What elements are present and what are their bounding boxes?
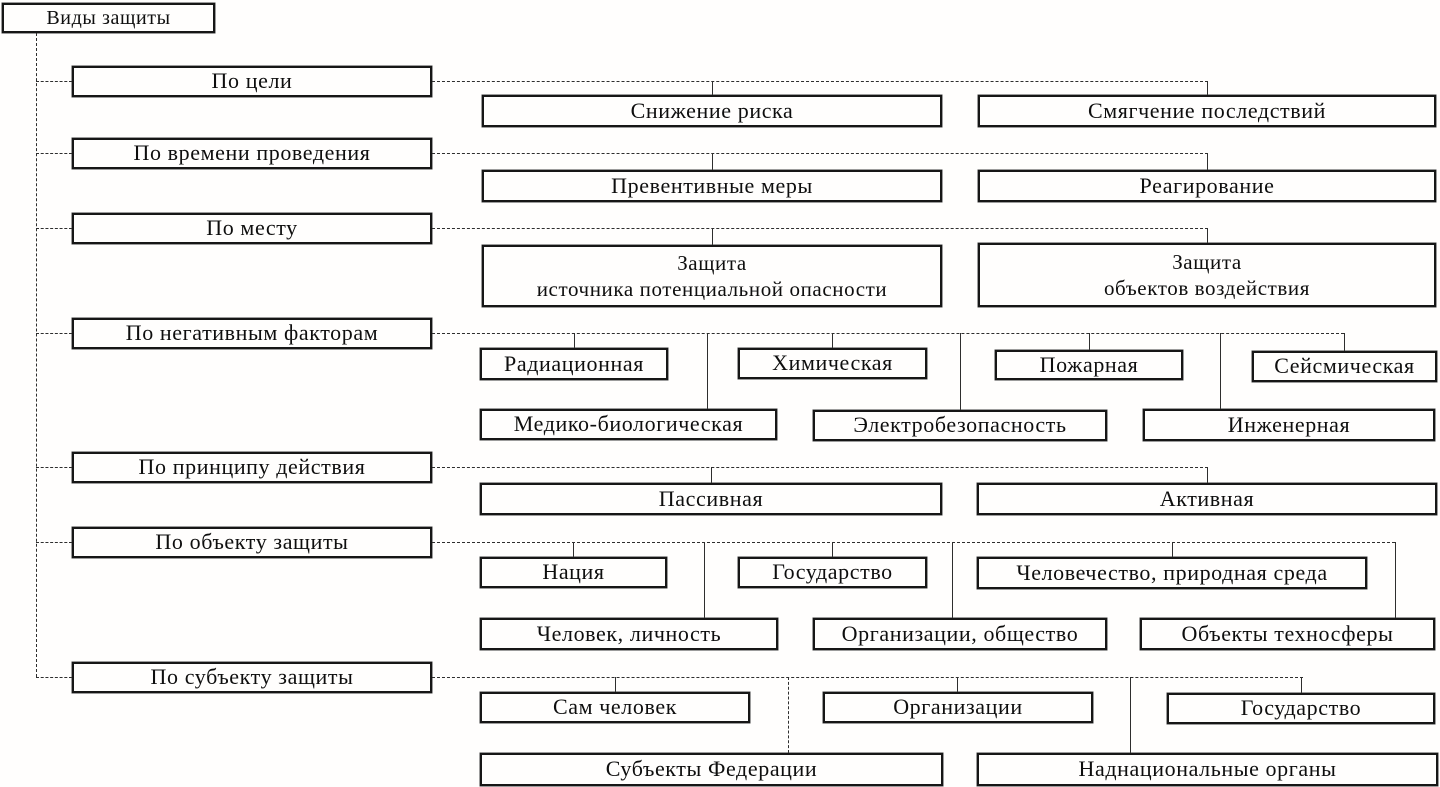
connector-rail-principle	[432, 467, 1208, 468]
connector-rail-place	[432, 228, 1208, 229]
connector-passthrough	[1395, 542, 1396, 618]
node-federation-subjects: Субъекты Федерации	[480, 753, 943, 786]
connector-rail-goal	[432, 81, 1208, 82]
connector-rail-object	[432, 542, 1395, 543]
root-node: Виды защиты	[2, 3, 215, 33]
connector-drop	[711, 467, 712, 483]
node-person: Человек, личность	[480, 618, 778, 650]
connector-drop	[1301, 677, 1302, 693]
node-response: Реагирование	[978, 170, 1436, 202]
category-by-object: По объекту защиты	[72, 527, 432, 558]
node-self-person: Сам человек	[480, 692, 750, 723]
connector-rail-time	[432, 153, 1208, 154]
connector-stub-place	[36, 228, 72, 229]
node-chemical: Химическая	[738, 348, 927, 379]
connector-drop	[1207, 228, 1208, 243]
node-passive: Пассивная	[480, 483, 942, 515]
category-by-time: По времени проведения	[72, 138, 432, 169]
tree-spine	[36, 33, 37, 677]
connector-rail-subject	[432, 677, 1303, 678]
node-supranational-bodies: Наднациональные органы	[977, 753, 1438, 786]
node-seismic: Сейсмическая	[1252, 351, 1437, 382]
category-by-factors: По негативным факторам	[72, 318, 432, 349]
node-state-subject: Государство	[1167, 693, 1435, 724]
node-technosphere-objects: Объекты техносферы	[1140, 618, 1435, 650]
node-source-protection	[482, 245, 942, 307]
node-engineering: Инженерная	[1143, 409, 1435, 441]
node-mitigation: Смягчение последствий	[978, 95, 1436, 127]
connector-drop	[1207, 153, 1208, 170]
category-by-goal: По цели	[72, 66, 432, 97]
connector-drop	[712, 81, 713, 95]
category-by-principle: По принципу действия	[72, 452, 432, 483]
connector-passthrough	[1130, 677, 1131, 753]
node-line: Защита	[677, 250, 747, 275]
node-line: Защита	[1172, 249, 1242, 274]
node-fire: Пожарная	[995, 350, 1183, 380]
connector-stub-factors	[36, 333, 72, 334]
connector-drop	[832, 333, 833, 348]
node-medical-biological: Медико-биологическая	[480, 409, 777, 440]
node-active: Активная	[977, 483, 1437, 515]
connector-passthrough	[952, 542, 953, 618]
connector-drop	[574, 333, 575, 348]
connector-drop	[1172, 542, 1173, 557]
node-organizations: Организации	[823, 692, 1093, 723]
category-by-subject: По субъекту защиты	[72, 662, 432, 693]
connector-drop	[832, 542, 833, 557]
connector-stub-object	[36, 542, 72, 543]
node-risk-reduction: Снижение риска	[482, 95, 942, 127]
node-organizations-society: Организации, общество	[813, 618, 1107, 650]
connector-drop	[1207, 467, 1208, 483]
node-radiation: Радиационная	[480, 348, 668, 380]
node-preventive-measures: Превентивные меры	[482, 170, 942, 202]
connector-drop	[957, 677, 958, 692]
connector-stub-time	[36, 153, 72, 154]
connector-drop	[712, 153, 713, 170]
connector-rail-factors	[432, 333, 1344, 334]
connector-stub-subject	[36, 677, 72, 678]
node-nation: Нация	[480, 557, 667, 588]
connector-stub-goal	[36, 81, 72, 82]
connector-passthrough	[960, 333, 961, 410]
node-state: Государство	[738, 557, 927, 588]
node-line: источника потенциальной опасности	[536, 277, 888, 301]
node-humanity-environment: Человечество, природная среда	[977, 557, 1367, 589]
connector-passthrough	[704, 542, 705, 618]
node-line: объектов воздействия	[1103, 276, 1311, 300]
connector-drop	[1089, 333, 1090, 350]
connector-passthrough	[788, 677, 789, 753]
connector-drop	[615, 677, 616, 692]
node-electrical-safety: Электробезопасность	[813, 410, 1107, 441]
connector-drop	[1207, 81, 1208, 95]
connector-drop	[712, 228, 713, 245]
node-impact-objects-protection	[978, 243, 1436, 307]
category-by-place: По месту	[72, 213, 432, 244]
connector-stub-principle	[36, 467, 72, 468]
connector-passthrough	[1220, 333, 1221, 409]
connector-passthrough	[707, 333, 708, 409]
connector-drop	[1344, 333, 1345, 351]
connector-drop	[573, 542, 574, 557]
